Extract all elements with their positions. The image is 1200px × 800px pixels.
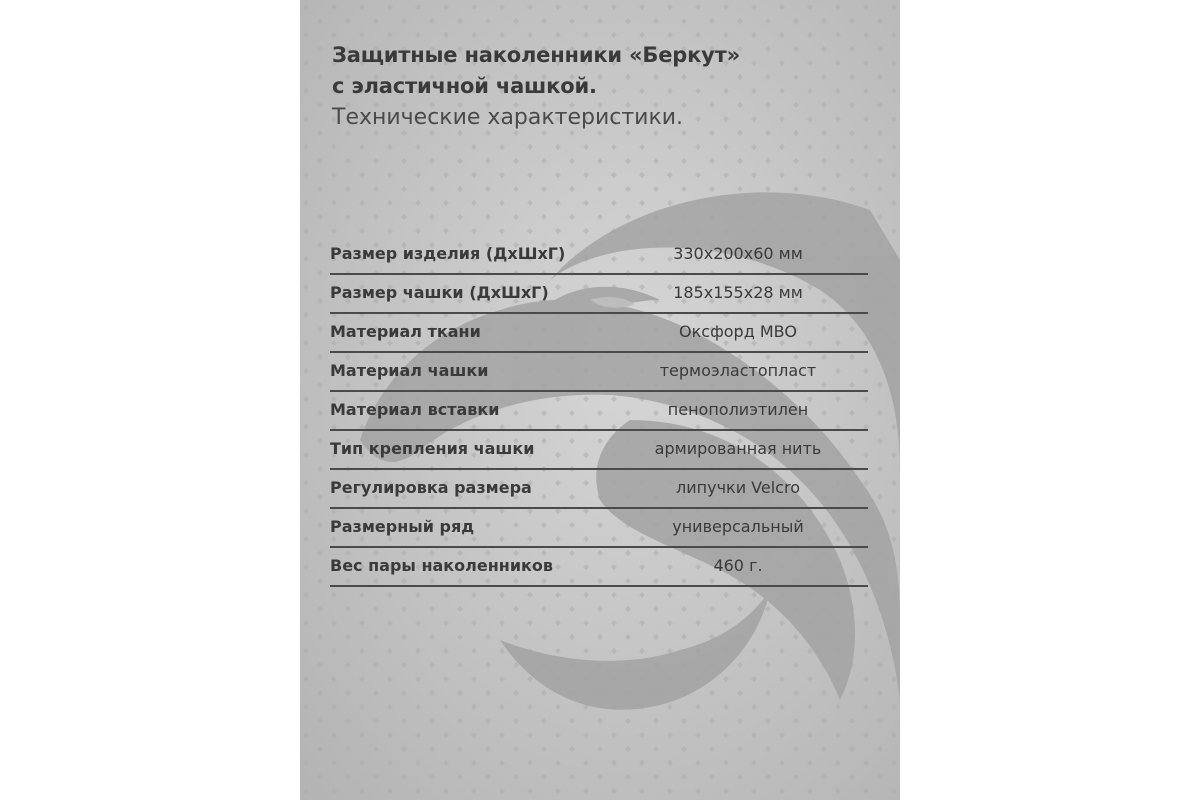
sheet-header (332, 40, 872, 133)
spec-label: Вес пары наколенников (330, 556, 554, 575)
product-title-line1: Защитные наколенники «Беркут» (332, 43, 740, 67)
spec-value: Оксфорд MBO (679, 322, 797, 341)
spec-value: термоэластопласт (659, 361, 817, 380)
spec-row (330, 314, 868, 353)
product-title-line2: с эластичной чашкой. (332, 74, 597, 98)
spec-value: универсальный (672, 517, 804, 536)
spec-label: Размер изделия (ДхШхГ) (330, 244, 566, 263)
spec-row (330, 392, 868, 431)
spec-row (330, 431, 868, 470)
spec-row (330, 548, 868, 587)
spec-value: 460 г. (713, 556, 763, 575)
spec-row (330, 509, 868, 548)
spec-label: Размер чашки (ДхШхГ) (330, 283, 549, 302)
spec-row (330, 275, 868, 314)
spec-label: Размерный ряд (330, 517, 475, 536)
row-divider (330, 585, 868, 587)
spec-label: Тип крепления чашки (330, 439, 535, 458)
spec-label: Материал ткани (330, 322, 481, 341)
spec-label: Материал вставки (330, 400, 500, 419)
spec-row (330, 236, 868, 275)
spec-sheet-card (300, 0, 900, 800)
section-subtitle: Технические характеристики. (332, 105, 684, 130)
spec-value: 330x200x60 мм (673, 244, 803, 263)
spec-row (330, 470, 868, 509)
spec-value: пенополиэтилен (667, 400, 809, 419)
spec-value: армированная нить (654, 439, 822, 458)
spec-label: Регулировка размера (330, 478, 532, 497)
spec-row (330, 353, 868, 392)
spec-label: Материал чашки (330, 361, 489, 380)
spec-table (330, 236, 868, 587)
spec-value: 185x155x28 мм (673, 283, 803, 302)
spec-value: липучки Velcro (676, 478, 800, 497)
